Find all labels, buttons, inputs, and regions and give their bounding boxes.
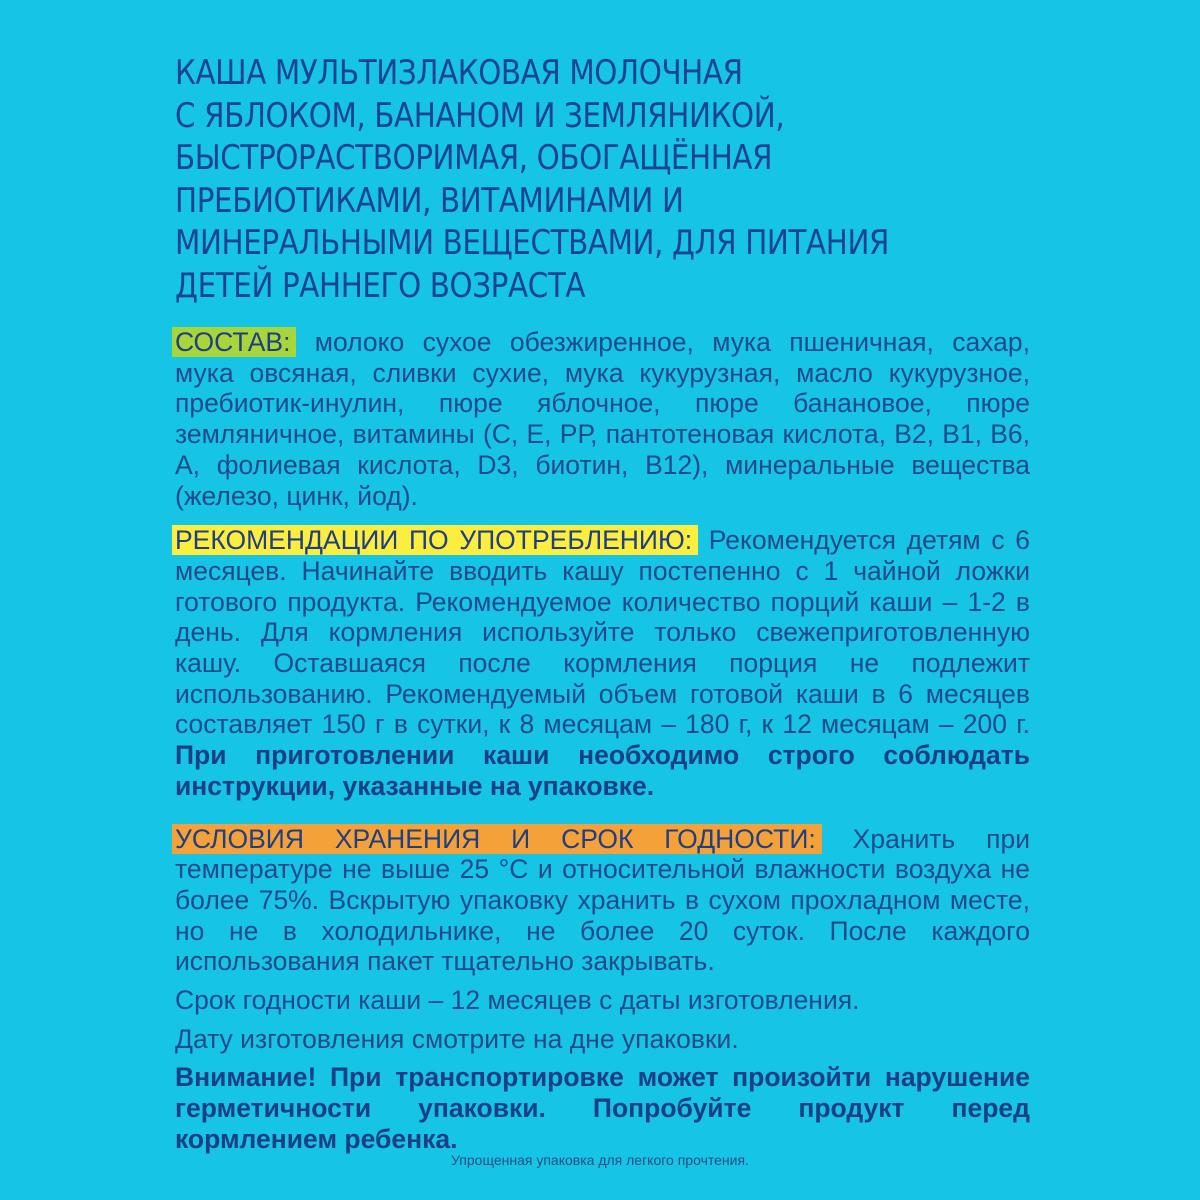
date-note-text: Дату изготовления смотрите на дне упаковки.: [175, 1023, 739, 1054]
title-line: ДЕТЕЙ РАННЕГО ВОЗРАСТА: [175, 265, 586, 306]
title-line: ПРЕБИОТИКАМИ, ВИТАМИНАМИ И: [175, 180, 684, 221]
warning-text: Внимание! При транспортировке может произойти нарушение герметичности упаковки. Попробуйте продукт перед кормлением ребенка.: [175, 1062, 1030, 1154]
footer-note: Упрощенная упаковка для легкого прочтения.: [451, 1152, 749, 1168]
storage-heading: УСЛОВИЯ ХРАНЕНИЯ И СРОК ГОДНОСТИ:: [172, 824, 822, 854]
storage-text: Хранить при температуре не выше 25 °С и относительной влажности воздуха не более 75%. Вскрытую упаковку хранить в сухом прохладном месте, но не в холодильнике, не более 20 суток. После каждого использования пакет тщательно закрывать.: [175, 823, 1031, 977]
recommendations-text: Рекомендуется детям с 6 месяцев. Начинайте вводить кашу постепенно с 1 чайной ложки готового продукта. Рекомендуемое количество порций каши – 1-2 в день. Для кормления используйте только свежеприготовленную кашу. Оставшаяся после кормления порция не подлежит использованию. Рекомендуемый объем готовой каши в 6 месяцев составляет 150 г в сутки, к 8 месяцам – 180 г, к 12 месяцам – 200 г.: [175, 525, 1030, 740]
title-line: БЫСТРОРАСТВОРИМАЯ, ОБОГАЩЁННАЯ: [175, 138, 773, 178]
composition-text: молоко сухое обезжиренное, мука пшеничная, сахар, мука овсяная, сливки сухие, мука кукурузная, масло кукурузное, пребиотик-инулин, пюре яблочное, пюре банановое, пюре земляничное, витамины (С, Е, РР, пантотеновая кислота, В2, В1, В6, А, фолиевая кислота, D3, биотин, В12), минеральные вещества (железо, цинк, йод).: [175, 327, 1030, 511]
title-line: КАША МУЛЬТИЗЛАКОВАЯ МОЛОЧНАЯ: [175, 53, 743, 93]
shelf-life-text: Срок годности каши – 12 месяцев с даты изготовления.: [175, 985, 860, 1016]
composition-section: [175, 327, 1030, 511]
recommendations-heading: РЕКОМЕНДАЦИИ ПО УПОТРЕБЛЕНИЮ:: [172, 525, 698, 555]
recommendations-section: [175, 525, 1030, 801]
storage-paragraph: [175, 824, 1030, 978]
title-line: С ЯБЛОКОМ, БАНАНОМ И ЗЕМЛЯНИКОЙ,: [175, 95, 785, 136]
package-text: [175, 52, 1030, 1155]
storage-section: [175, 824, 1030, 1155]
title-line: МИНЕРАЛЬНЫМИ ВЕЩЕСТВАМИ, ДЛЯ ПИТАНИЯ: [175, 223, 890, 263]
composition-heading: СОСТАВ:: [172, 327, 296, 357]
product-title: [175, 52, 1010, 307]
recommendations-bold-note: При приготовлении каши необходимо строго соблюдать инструкции, указанные на упаковке.: [175, 740, 1030, 801]
